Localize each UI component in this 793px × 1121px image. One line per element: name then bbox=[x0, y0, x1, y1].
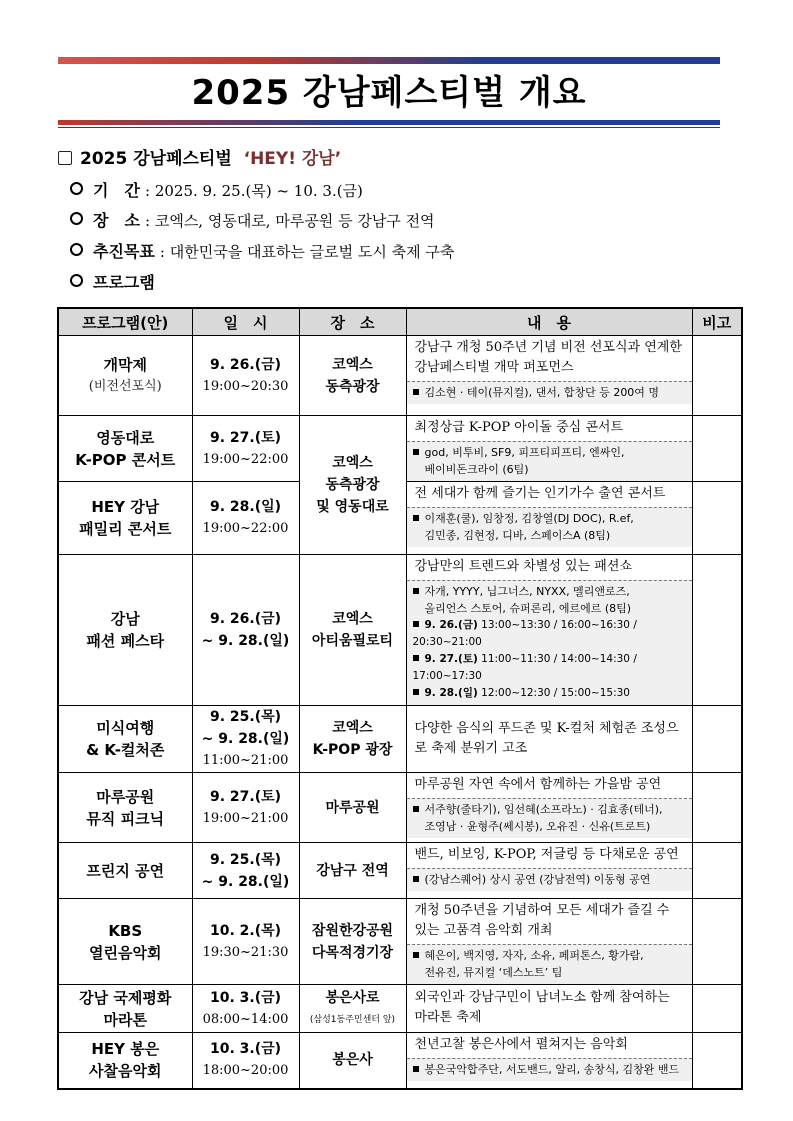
page-title: 2025 강남페스티벌 개요 bbox=[191, 73, 587, 113]
circle-bullet-icon bbox=[70, 243, 83, 256]
square-bullet-icon bbox=[413, 655, 419, 661]
slogan: ‘HEY! 강남’ bbox=[243, 149, 342, 169]
note-cell bbox=[692, 843, 742, 899]
col-datetime: 일 시 bbox=[192, 308, 299, 336]
square-bullet-icon bbox=[413, 621, 419, 627]
checkbox-square-icon bbox=[58, 151, 72, 165]
program-table bbox=[57, 307, 743, 1090]
info-period: 기 간 : 2025. 9. 25.(목) ~ 10. 3.(금) bbox=[70, 179, 363, 203]
section-heading: 2025 강남페스티벌 ‘HEY! 강남’ bbox=[58, 147, 341, 171]
title-top-bar bbox=[58, 57, 720, 64]
table-row: 프린지 공연 9. 25.(목) ~ 9. 28.(일) 강남구 전역 밴드, 비보잉, K-POP, 저글링 등 다채로운 공연 (강남스퀘어) 상시 공연 (강남전역) 이동형 공연 bbox=[58, 843, 742, 899]
title-bottom-bar bbox=[58, 120, 720, 125]
info-place: 장 소 : 코엑스, 영동대로, 마루공원 등 강남구 전역 bbox=[70, 209, 435, 233]
title-bottom-line bbox=[58, 127, 720, 128]
table-row: HEY 봉은 사찰음악회 10. 3.(금) 18:00~20:00 봉은사 천년고찰 봉은사에서 펼쳐지는 음악회 봉은국악합주단, 서도밴드, 알리, 송창식, 김창완 밴드 bbox=[58, 1033, 742, 1089]
table-row: 영동대로 K-POP 콘서트 9. 27.(토) 19:00~22:00 코엑스 동측광장 및 영동대로 최정상급 K-POP 아이돌 중심 콘서트 god, 비투비, SF9, 피프티피프티, 엔싸인, 베이비돈크라이 (6팀) bbox=[58, 416, 742, 482]
table-row: 개막제 (비전선포식) 9. 26.(금) 19:00~20:30 코엑스 동측광장 강남구 개청 50주년 기념 비전 선포식과 연계한 강남페스티벌 개막 퍼포먼스 김소현 · 테이(뮤지컬), 댄서, 합창단 등 200여 명 bbox=[58, 336, 742, 416]
note-cell bbox=[692, 985, 742, 1033]
col-content: 내 용 bbox=[406, 308, 692, 336]
square-bullet-icon bbox=[413, 515, 419, 521]
square-bullet-icon bbox=[413, 689, 419, 695]
col-place: 장 소 bbox=[299, 308, 406, 336]
col-program: 프로그램(안) bbox=[58, 308, 192, 336]
note-cell bbox=[692, 1033, 742, 1089]
table-row: 강남 패션 페스타 9. 26.(금) ~ 9. 28.(일) 코엑스 아티움필로티 강남만의 트렌드와 차별성 있는 패션쇼 자개, YYYY, 닙그너스, NYXX, 멜리앤로즈, 올리언스 스토어, 슈퍼론리, 에르에르 (8팀) 9. 26.(금) 13:00~13:30 / 16:00~16:30 / 20:30~21:00 9. 27.(토) 11:00~11:30 / 14:00~14:30 / 17:00~17:30 9. 28.(일) 12:00~12:30 / 15:00~15:30 bbox=[58, 555, 742, 706]
square-bullet-icon bbox=[413, 1066, 419, 1072]
square-bullet-icon bbox=[413, 389, 419, 395]
note-cell bbox=[692, 773, 742, 843]
info-program: 프로그램 bbox=[70, 271, 155, 295]
circle-bullet-icon bbox=[70, 212, 83, 225]
square-bullet-icon bbox=[413, 876, 419, 882]
info-goal: 추진목표 : 대한민국을 대표하는 글로벌 도시 축제 구축 bbox=[70, 240, 454, 264]
note-cell bbox=[692, 706, 742, 773]
note-cell bbox=[692, 482, 742, 555]
table-row: HEY 강남 패밀리 콘서트 9. 28.(일) 19:00~22:00 전 세대가 함께 즐기는 인기가수 출연 콘서트 이재훈(쿨), 임창정, 김창열(DJ DOC), R.ef, 김민종, 김현정, 디바, 스페이스A (8팀) bbox=[58, 482, 742, 555]
square-bullet-icon bbox=[413, 952, 419, 958]
note-cell bbox=[692, 336, 742, 416]
circle-bullet-icon bbox=[70, 274, 83, 287]
square-bullet-icon bbox=[413, 449, 419, 455]
note-cell bbox=[692, 555, 742, 706]
note-cell bbox=[692, 416, 742, 482]
table-row: 미식여행 & K-컬처존 9. 25.(목) ~ 9. 28.(일) 11:00~21:00 코엑스 K-POP 광장 다양한 음식의 푸드존 및 K-컬처 체험존 조성으로 축제 분위기 고조 bbox=[58, 706, 742, 773]
table-row: 강남 국제평화 마라톤 10. 3.(금) 08:00~14:00 봉은사로 (삼성1동주민센터 앞) 외국인과 강남구민이 남녀노소 함께 참여하는 마라톤 축제 bbox=[58, 985, 742, 1033]
square-bullet-icon bbox=[413, 806, 419, 812]
table-row: 마루공원 뮤직 피크닉 9. 27.(토) 19:00~21:00 마루공원 마루공원 자연 속에서 함께하는 가을밤 공연 서주향(줄타기), 임선혜(소프라노) · 김효종(테너), 조영남 · 윤형주(쎄시봉), 오유진 · 신유(트로트) bbox=[58, 773, 742, 843]
circle-bullet-icon bbox=[70, 182, 83, 195]
col-note: 비고 bbox=[692, 308, 742, 336]
table-header-row bbox=[58, 308, 742, 336]
square-bullet-icon bbox=[413, 588, 419, 594]
table-row: KBS 열린음악회 10. 2.(목) 19:30~21:30 잠원한강공원 다목적경기장 개청 50주년을 기념하여 모든 세대가 즐길 수 있는 고품격 음악회 개최 혜은이, 백지영, 자자, 소유, 페퍼톤스, 황가람, 전유진, 뮤지컬 ‘데스노트’ 팀 bbox=[58, 899, 742, 985]
note-cell bbox=[692, 899, 742, 985]
